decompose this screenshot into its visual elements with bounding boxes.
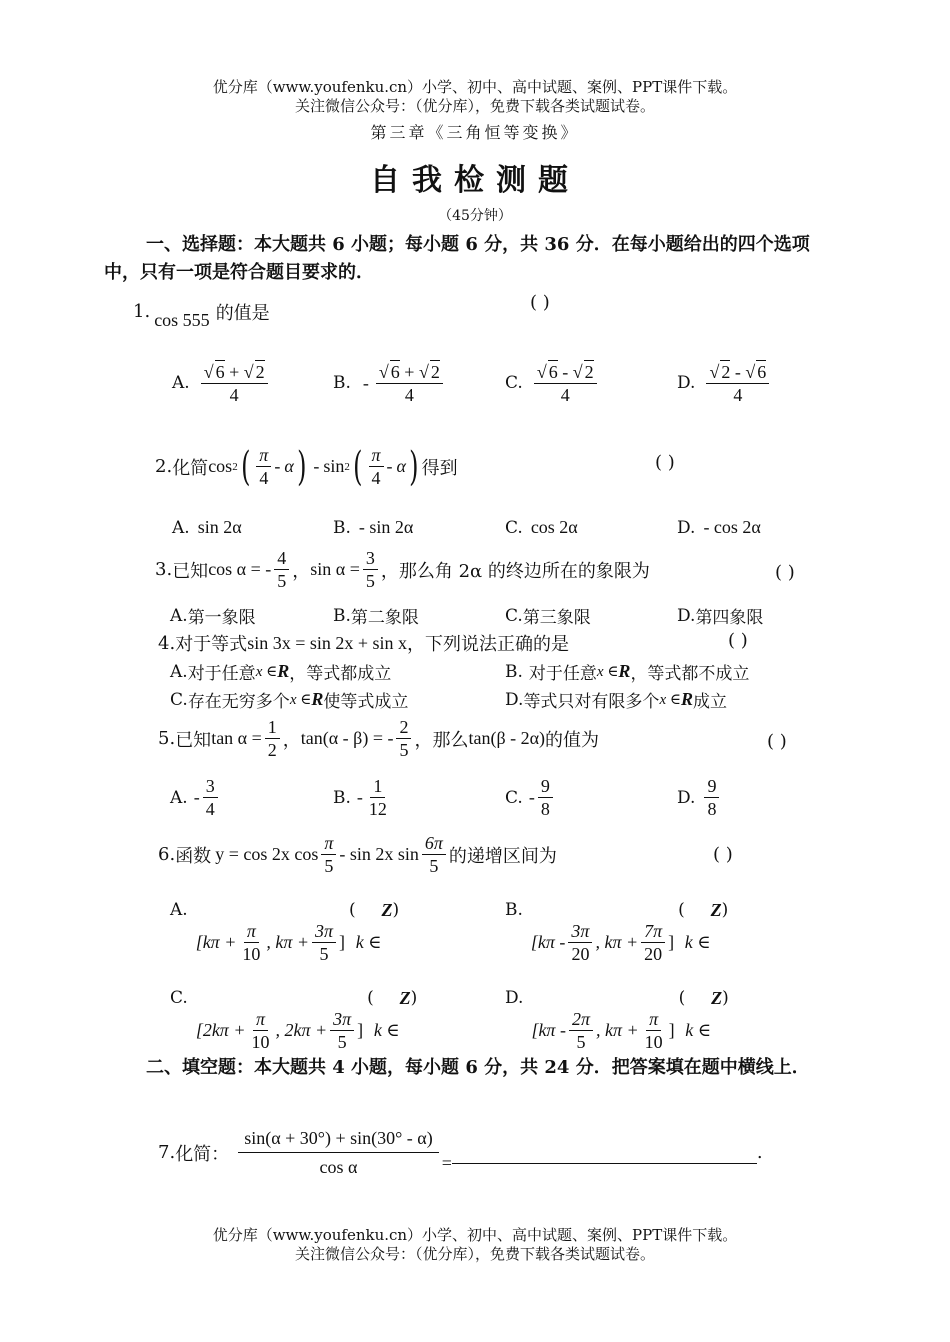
q2-minus-1: - [274, 456, 281, 476]
header-line-2: 关注微信公众号：（优分库），免费下载各类试题试卷。 [294, 97, 655, 115]
q6-a-close: ] [339, 932, 346, 952]
q3-option-d-label: D. [677, 605, 696, 626]
q5-option-a-sign: - [193, 787, 200, 807]
q4-option-b-r: R [618, 661, 631, 681]
q1-option-a-fraction: $\frac{√ 6 + √ 2}{4}$ [201, 360, 268, 406]
q5-option-d-den: 8 [707, 799, 717, 819]
q2-sup-1: 2 [232, 460, 238, 473]
q1-option-b [333, 360, 446, 406]
q5-lead: 已知 [175, 729, 212, 751]
q5-option-a [170, 775, 221, 820]
q6-c-den-2: 5 [337, 1032, 347, 1052]
q3-option-a [170, 603, 256, 628]
q5-option-b-den: 12 [368, 799, 387, 819]
question-6 [158, 832, 557, 877]
q6-option-b: B. [kπ - $\frac{3\pi}{20}$ , kπ + $\frac{7\pi}{20}$ ] ( k ∈ Z ) [505, 900, 729, 964]
q1-option-b-sign: - [362, 372, 369, 393]
q6-c-num-2: 3π [330, 1008, 354, 1031]
q2-option-a-label: A. [172, 517, 190, 538]
q4-expression: sin 3x = sin 2x + sin x [247, 632, 408, 653]
q4-option-c-r: R [311, 689, 324, 709]
q6-option-a-label: A. [170, 900, 188, 920]
q5-option-d-label: D. [677, 787, 696, 808]
q4-option-c [170, 687, 408, 712]
q6-d-open: [kπ - [531, 1020, 566, 1040]
q6-a-den-2: 5 [319, 944, 329, 964]
q2-option-b-text: - sin 2α [358, 517, 414, 537]
q6-a-k: k ∈ [355, 932, 382, 952]
q6-a-mid: , kπ + [266, 932, 310, 952]
q3-option-a-label: A. [170, 605, 188, 626]
page-title: 自我检测题 [370, 163, 580, 198]
q6-a-z: Z [381, 900, 393, 920]
q6-b-close: ] [668, 932, 675, 952]
q2-option-b [333, 517, 413, 538]
q6-d-den-1: 5 [576, 1032, 586, 1052]
q6-c-den-1: 10 [251, 1032, 270, 1052]
q5-tan-2: tan(α - β) = - [300, 728, 394, 748]
q1-a-den: 4 [229, 385, 239, 405]
q6-c-open: [2kπ + [195, 1020, 246, 1040]
q7-number: 7. [158, 1142, 176, 1163]
q1-option-d-label: D. [677, 373, 696, 393]
q6-lead: 函数 [175, 845, 212, 867]
q6-d-z: Z [711, 988, 723, 1008]
q3-option-b [333, 603, 419, 628]
question-5 [158, 716, 599, 761]
header-line-1: 优分库（www.youfenku.cn）小学、初中、高中试题、案例、PPT课件下载。 [212, 78, 738, 96]
q1-option-d-fraction: $\frac{√ 2 - √ 6}{4}$ [706, 360, 769, 406]
q5-option-b-num: 1 [370, 775, 385, 798]
q2-option-c-text: cos 2α [530, 517, 578, 537]
q6-b-k: k ∈ [684, 932, 711, 952]
q5-option-a-label: A. [170, 787, 188, 808]
question-1 [133, 292, 270, 331]
q4-option-a-label: A. [170, 661, 188, 682]
q5-option-b [333, 775, 393, 820]
q7-equals: = [441, 1153, 452, 1173]
footer-line-1: 优分库（www.youfenku.cn）小学、初中、高中试题、案例、PPT课件下载。 [212, 1226, 738, 1244]
q6-a-num-1: π [244, 920, 259, 943]
q3-number: 3. [155, 559, 173, 580]
q6-tail: 的递增区间为 [448, 845, 557, 867]
q6-d-num-1: 2π [569, 1008, 593, 1031]
q3-option-d-text: 第四象限 [695, 608, 764, 628]
q6-c-z: Z [399, 988, 411, 1008]
q6-d-close: ] [668, 1020, 675, 1040]
q6-num-2: 6π [422, 832, 446, 855]
q6-d-mid: , kπ + [595, 1020, 639, 1040]
q3-option-d [677, 603, 763, 628]
q5-tail-post: 的值为 [545, 729, 600, 751]
chapter-title: 第三章《三角恒等变换》 [370, 123, 580, 142]
q5-option-c [505, 775, 556, 820]
q6-option-a: A. [kπ + $\frac{\pi}{10}$ , kπ + $\frac{3\pi}{5}$ ] ( k ∈ Z ) [170, 900, 400, 964]
q2-option-c [505, 517, 578, 538]
q3-option-c-text: 第三象限 [522, 608, 591, 628]
q6-b-open: [kπ - [530, 932, 566, 952]
q4-option-d-label: D. [505, 689, 524, 710]
q1-d-num-a: 2 [721, 362, 731, 382]
q6-d-num-2: π [646, 1008, 661, 1031]
q2-minus-mid: - [313, 456, 320, 476]
q2-number: 2. [155, 456, 173, 477]
section-1-heading: 一、选择题：本大题共 6 小题；每小题 6 分，共 36 分．在每小题给出的四个选项中，只有一项是符合题目要求的． [104, 234, 810, 283]
q1-option-a-label: A. [172, 373, 190, 393]
q5-num-2: 2 [396, 716, 411, 739]
q3-option-b-text: 第二象限 [350, 608, 419, 628]
q4-number: 4. [158, 632, 176, 654]
q5-option-d-num: 9 [704, 775, 719, 798]
q5-option-c-label: C. [505, 787, 523, 808]
q6-d-k: k ∈ [685, 1020, 712, 1040]
q5-option-c-den: 8 [540, 799, 550, 819]
q3-option-c-label: C. [505, 605, 523, 626]
q1-option-c [505, 360, 600, 406]
q1-option-b-label: B. [333, 373, 351, 393]
q1-a-op: + [229, 362, 240, 382]
q1-b-num-b: 2 [430, 362, 440, 382]
q4-lead: 对于等式 [175, 634, 248, 655]
q4-option-b [505, 659, 749, 684]
q1-option-c-label: C. [505, 373, 523, 393]
q5-comma: ， [282, 729, 301, 751]
q4-option-a-r: R [277, 661, 290, 681]
q6-option-c: C. [2kπ + $\frac{\pi}{10}$ , 2kπ + $\frac{3\pi}{5}$ ] ( k ∈ Z ) [170, 988, 418, 1052]
q1-c-op: - [562, 362, 569, 382]
q1-option-b-fraction: $\frac{√ 6 + √ 2}{4}$ [376, 360, 443, 406]
q6-c-close: ] [357, 1020, 364, 1040]
q6-d-den-2: 10 [644, 1032, 663, 1052]
q6-a-den-1: 10 [242, 944, 261, 964]
q4-tail: ，下列说法正确的是 [407, 634, 570, 655]
q3-den-1: 5 [277, 571, 287, 591]
q6-option-d-label: D. [505, 988, 524, 1008]
q1-number: 1. [133, 301, 151, 322]
q4-option-c-x: x ∈ [289, 692, 312, 708]
q3-comma: ， [292, 560, 311, 582]
q6-num-1: π [321, 832, 336, 855]
q1-d-op: - [734, 362, 741, 382]
q4-option-b-pre: 对于任意 [528, 664, 597, 684]
q2-option-d-label: D. [677, 517, 696, 538]
q4-option-a-post: ，等式都成立 [289, 664, 392, 684]
q4-option-b-label: B. [505, 661, 523, 682]
q2-lead: 化简 [172, 457, 209, 479]
q6-den-1: 5 [324, 856, 334, 876]
q2-option-a [172, 517, 242, 538]
question-3 [155, 547, 650, 592]
q2-option-c-label: C. [505, 517, 523, 538]
q3-num-2: 3 [363, 547, 378, 570]
q7-answer-blank[interactable] [452, 1141, 757, 1164]
q4-option-b-x: x ∈ [596, 664, 619, 680]
q3-num-1: 4 [274, 547, 289, 570]
q6-b-num-2: 7π [641, 920, 665, 943]
q5-answer-paren: ( ) [767, 731, 787, 752]
q6-c-num-1: π [253, 1008, 268, 1031]
q3-option-c [505, 603, 591, 628]
q6-option-d: D. [kπ - $\frac{2\pi}{5}$ , kπ + $\frac{\pi}{10}$ ] ( k ∈ Z ) [505, 988, 729, 1052]
q4-option-d-post: 成立 [692, 692, 727, 712]
q6-a-open: [kπ + [195, 932, 237, 952]
q3-option-b-label: B. [333, 605, 351, 626]
q2-alpha-2: α [396, 456, 406, 476]
question-4 [158, 630, 569, 656]
q1-b-op: + [404, 362, 415, 382]
q3-den-2: 5 [365, 571, 375, 591]
q1-a-num-b: 2 [255, 362, 265, 382]
q6-b-num-1: 3π [568, 920, 592, 943]
q3-tail: ，那么角 2α 的终边所在的象限为 [380, 560, 650, 582]
q1-c-num-b: 2 [584, 362, 594, 382]
q7-denominator: cos α [319, 1157, 358, 1177]
q1-option-d [677, 360, 772, 406]
q1-c-num-a: 6 [548, 362, 558, 382]
duration: （45分钟） [438, 208, 512, 224]
q2-option-b-label: B. [333, 517, 351, 538]
q6-answer-paren: ( ) [713, 844, 733, 865]
q4-option-a [170, 659, 391, 684]
q4-option-c-post: 使等式成立 [323, 692, 409, 712]
q1-b-num-a: 6 [390, 362, 400, 382]
question-7 [158, 1124, 763, 1181]
q3-option-a-text: 第一象限 [187, 608, 256, 628]
q5-tail-pre: ，那么 [414, 729, 469, 751]
footer-line-2: 关注微信公众号：（优分库），免费下载各类试题试卷。 [294, 1245, 655, 1263]
q6-c-mid: , 2kπ + [275, 1020, 328, 1040]
q2-sin: sin [323, 456, 345, 476]
q2-option-d-text: - cos 2α [703, 517, 761, 537]
q1-a-num-a: 6 [215, 362, 225, 382]
q2-sup-2: 2 [344, 460, 350, 473]
q4-option-b-post: ，等式都不成立 [630, 664, 750, 684]
q1-b-den: 4 [404, 385, 414, 405]
q4-option-d-r: R [680, 689, 693, 709]
q6-a-num-2: 3π [312, 920, 336, 943]
q4-answer-paren: ( ) [728, 630, 748, 651]
q4-option-a-x: x ∈ [255, 664, 278, 680]
q4-option-c-label: C. [170, 689, 188, 710]
q2-four-1: 4 [259, 468, 269, 488]
q6-b-den-2: 20 [644, 944, 663, 964]
q1-d-den: 4 [733, 385, 743, 405]
q2-cos: cos [208, 456, 233, 476]
q2-tail: 得到 [421, 457, 458, 479]
q1-tail: 的值是 [215, 302, 270, 324]
q6-b-z: Z [710, 900, 722, 920]
q4-option-d [505, 687, 727, 712]
q5-option-c-num: 9 [538, 775, 553, 798]
q7-period: . [756, 1142, 763, 1163]
q2-option-a-text: sin 2α [197, 517, 242, 537]
q3-cos-part: cos α = - [208, 559, 272, 579]
q3-sin-part: sin α = [310, 559, 360, 579]
q7-numerator: sin(α + 30°) + sin(30° - α) [238, 1124, 439, 1153]
q6-c-k: k ∈ [373, 1020, 400, 1040]
q1-answer-paren: ( ) [530, 292, 550, 313]
q2-minus-2: - [386, 456, 393, 476]
q5-number: 5. [158, 728, 176, 749]
q3-lead: 已知 [172, 560, 209, 582]
q2-answer-paren: ( ) [655, 452, 675, 473]
q1-c-den: 4 [560, 385, 570, 405]
q5-option-b-label: B. [333, 787, 351, 808]
q6-den-2: 5 [429, 856, 439, 876]
q5-option-b-sign: - [356, 787, 363, 807]
q5-den-2: 5 [399, 740, 409, 760]
q2-pi-2: π [369, 444, 384, 467]
q6-option-b-label: B. [505, 900, 523, 920]
q5-option-c-sign: - [528, 787, 535, 807]
q4-option-c-pre: 存在无穷多个 [187, 692, 290, 712]
q6-option-c-label: C. [170, 988, 188, 1008]
q2-pi-1: π [256, 444, 271, 467]
q5-num-1: 1 [265, 716, 280, 739]
q5-option-a-num: 3 [203, 775, 218, 798]
q6-expr-b: - sin 2x sin [339, 844, 419, 864]
q5-option-d [677, 775, 722, 820]
q4-option-d-x: x ∈ [659, 692, 681, 708]
q3-answer-paren: ( ) [775, 562, 795, 583]
q1-option-a [172, 360, 271, 406]
q7-lead: 化简： [175, 1143, 230, 1165]
q1-d-num-b: 6 [757, 362, 767, 382]
q6-number: 6. [158, 844, 176, 865]
q5-tan-part: tan α = [211, 728, 262, 748]
q5-den-1: 2 [267, 740, 277, 760]
q6-expr-a: y = cos 2x cos [215, 844, 319, 864]
q6-b-den-1: 20 [571, 944, 590, 964]
q6-b-mid: , kπ + [595, 932, 639, 952]
q1-expression: cos 555 [154, 310, 210, 330]
q4-option-d-pre: 等式只对有限多个 [523, 692, 660, 712]
q5-option-a-den: 4 [205, 799, 215, 819]
question-2: 2. 化简 cos 2 ( $\frac{\pi}{4}$ - α ) - sin 2 ( $\frac{\pi}{4}$ - α ) 得到 [155, 443, 458, 490]
q4-option-a-pre: 对于任意 [187, 664, 256, 684]
q2-four-2: 4 [371, 468, 381, 488]
section-2-heading: 二、填空题：本大题共 4 小题，每小题 6 分，共 24 分．把答案填在题中横线上． [146, 1057, 810, 1078]
q2-alpha-1: α [284, 456, 294, 476]
q1-option-c-fraction: $\frac{√ 6 - √ 2}{4}$ [534, 360, 597, 406]
q2-option-d [677, 517, 761, 538]
q5-tail-expr: tan(β - 2α) [468, 728, 546, 748]
